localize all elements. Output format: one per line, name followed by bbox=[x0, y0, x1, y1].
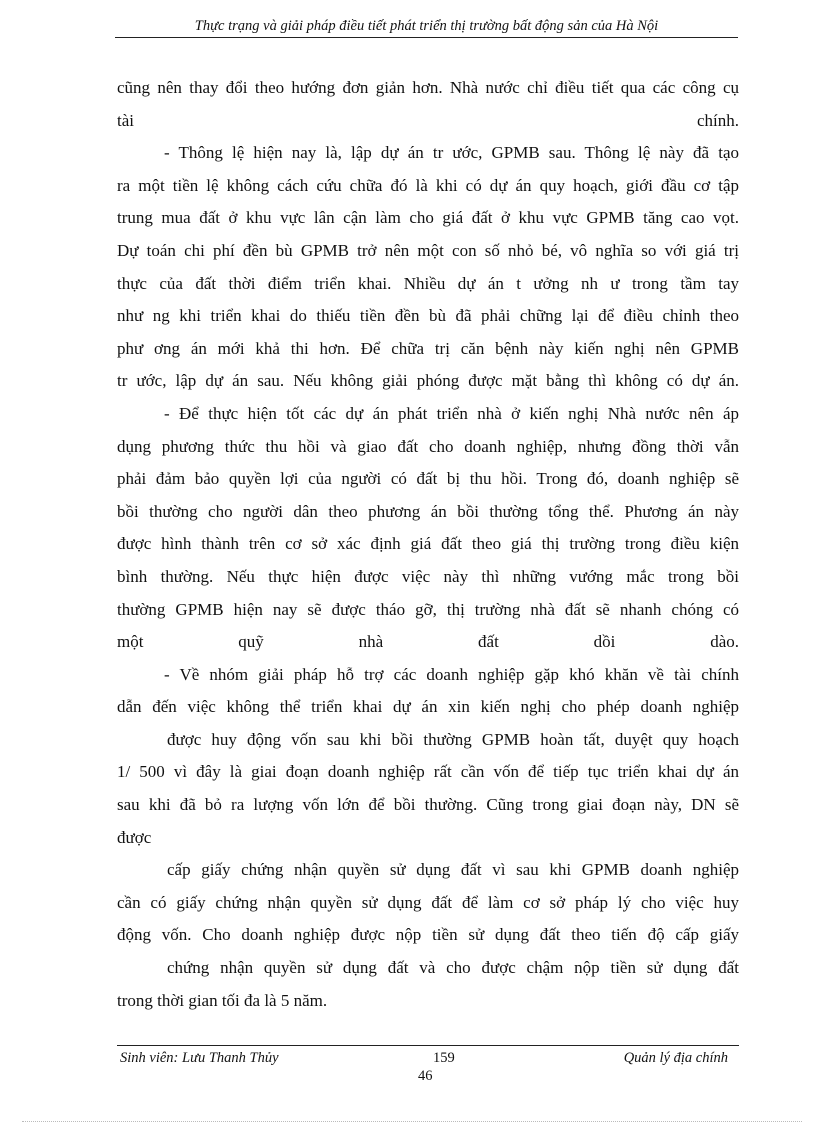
text-line: 1/ 500 vì đây là giai đoạn doanh nghiệp rất cần vốn để tiếp tục triển khai dự án bbox=[117, 762, 739, 782]
text-line: một quỹ nhà đất dồi dào. bbox=[117, 632, 739, 652]
text-line: - Để thực hiện tốt các dự án phát triển nhà ở kiến nghị Nhà nước nên áp bbox=[164, 403, 739, 423]
text-line: phư ơng án mới khả thi hơn. Để chữa trị căn bệnh này kiến nghị nên GPMB bbox=[117, 338, 739, 358]
footer-rule bbox=[117, 1045, 739, 1046]
text-line: trung mua đất ở khu vực lân cận làm cho giá đất ở khu vực GPMB tăng cao vọt. bbox=[117, 208, 739, 228]
text-line: được bbox=[117, 827, 152, 847]
footer-page-number: 159 bbox=[433, 1050, 455, 1066]
text-line: được huy động vốn sau khi bồi thường GPMB hoàn tất, duyệt quy hoạch bbox=[167, 729, 739, 749]
text-line: Dự toán chi phí đền bù GPMB trở nên một con số nhỏ bé, vô nghĩa so với giá trị bbox=[117, 240, 739, 260]
text-line: phải đảm bảo quyền lợi của người có đất bị thu hồi. Trong đó, doanh nghiệp sẽ bbox=[117, 469, 739, 489]
page-header: Thực trạng và giải pháp điều tiết phát triển thị trường bất động sản của Hà Nội bbox=[115, 18, 738, 38]
text-line: cũng nên thay đổi theo hướng đơn giản hơn. Nhà nước chỉ điều tiết qua các công cụ bbox=[117, 78, 739, 97]
footer-student: Sinh viên: Lưu Thanh Thủy bbox=[120, 1050, 279, 1066]
body-text bbox=[117, 72, 739, 1017]
text-line: tài chính. bbox=[117, 110, 739, 130]
text-line: bình thường. Nếu thực hiện được việc này thì những vướng mắc trong bồi bbox=[117, 566, 739, 586]
text-line: bồi thường cho người dân theo phương án bồi thường tổng thể. Phương án này bbox=[117, 501, 739, 521]
page-bottom-divider bbox=[22, 1121, 802, 1122]
text-line: động vốn. Cho doanh nghiệp được nộp tiền sử dụng đất theo tiến độ cấp giấy bbox=[117, 925, 739, 945]
text-line: dụng phương thức thu hồi và giao đất cho doanh nghiệp, nhưng đồng thời vẫn bbox=[117, 436, 739, 456]
text-line: tr ước, lập dự án sau. Nếu không giải phóng được mặt bằng thì không có dự án. bbox=[117, 371, 739, 391]
footer-department: Quản lý địa chính bbox=[623, 1050, 728, 1066]
text-line: - Về nhóm giải pháp hỗ trợ các doanh nghiệp gặp khó khăn về tài chính bbox=[164, 664, 739, 684]
text-line: như ng khi triển khai do thiếu tiền đền bù đã phải chững lại để điều chỉnh theo bbox=[117, 306, 739, 326]
text-line: thực của đất thời điểm triển khai. Nhiều dự án t ưởng nh ư trong tầm tay bbox=[117, 273, 739, 293]
text-line: thường GPMB hiện nay sẽ được tháo gỡ, thị trường nhà đất sẽ nhanh chóng có bbox=[117, 599, 739, 619]
text-line: - Thông lệ hiện nay là, lập dự án tr ước, GPMB sau. Thông lệ này đã tạo bbox=[164, 143, 739, 163]
text-line: trong thời gian tối đa là 5 năm. bbox=[117, 990, 328, 1010]
text-line: chứng nhận quyền sử dụng đất và cho được chậm nộp tiền sử dụng đất bbox=[167, 958, 739, 978]
text-line: dẫn đến việc không thể triển khai dự án xin kiến nghị cho phép doanh nghiệp bbox=[117, 697, 739, 717]
text-line: sau khi đã bỏ ra lượng vốn lớn để bồi thường. Cũng trong giai đoạn này, DN sẽ bbox=[117, 795, 739, 815]
text-line: cần có giấy chứng nhận quyền sử dụng đất để làm cơ sở pháp lý cho việc huy bbox=[117, 892, 739, 912]
text-line: được hình thành trên cơ sở xác định giá đất theo giá thị trường trong điều kiện bbox=[117, 534, 739, 554]
text-line: cấp giấy chứng nhận quyền sử dụng đất vì sau khi GPMB doanh nghiệp bbox=[167, 860, 739, 880]
sub-page-number: 46 bbox=[418, 1068, 433, 1084]
text-line: ra một tiền lệ không cách cứu chữa đó là khi có dự án quy hoạch, giới đầu cơ tập bbox=[117, 175, 739, 195]
